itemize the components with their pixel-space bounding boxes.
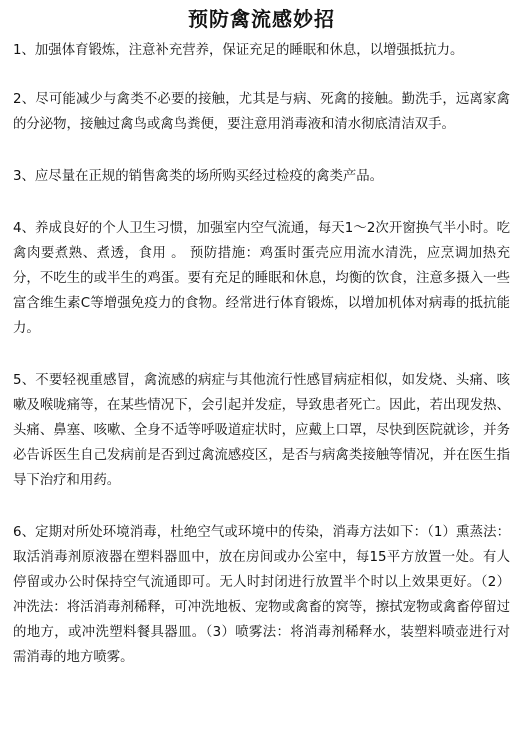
paragraph-5: 5、不要轻视重感冒，禽流感的病症与其他流行性感冒病症相似，如发烧、头痛、咳嗽及喉咙痛等，在某些情况下，会引起并发症，导致患者死亡。因此，若出现发热、头痛、鼻塞、咳嗽、全身不适等呼吸道症状时，应戴上口罩，尽快到医院就诊，并务必告诉医生自己发病前是否到过禽流感疫区，是否与病禽类接触等情况，并在医生指导下治疗和用药。: [13, 373, 510, 488]
paragraph-2: 2、尽可能减少与禽类不必要的接触，尤其是与病、死禽的接触。勤洗手，远离家禽的分泌物，接触过禽鸟或禽鸟粪便，要注意用消毒液和清水彻底清洁双手。: [13, 92, 510, 132]
paragraph-4: 4、养成良好的个人卫生习惯，加强室内空气流通，每天1～2次开窗换气半小时。吃禽肉要煮熟、煮透，食用 。 预防措施：鸡蛋时蛋壳应用流水清洗，应烹调加热充分，不吃生的或半生的鸡蛋。要有充足的睡眠和休息，均衡的饮食，注意多摄入一些富含维生素C等增强免疫力的食物。经常进行体育锻炼，以增加机体对病毒的抵抗能力。: [13, 221, 510, 336]
document-title: 预防禽流感妙招: [188, 7, 335, 31]
paragraph-1: 1、加强体育锻炼，注意补充营养，保证充足的睡眠和休息，以增强抵抗力。: [13, 43, 464, 58]
paragraph-6: 6、定期对所处环境消毒，杜绝空气或环境中的传染，消毒方法如下：（1）熏蒸法：取活消毒剂原液器在塑料器皿中，放在房间或办公室中，每15平方放置一处。有人停留或办公时保持空气流通即可。无人时封闭进行放置半个时以上效果更好。（2）冲洗法：将活消毒剂稀释，可冲洗地板、宠物或禽畜的窝等，擦拭宠物或禽畜停留过的地方，或冲洗塑料餐具器皿。（3）喷雾法：将消毒剂稀释水，装塑料喷壶进行对需消毒的地方喷雾。: [13, 525, 510, 665]
paragraph-3: 3、应尽量在正规的销售禽类的场所购买经过检疫的禽类产品。: [13, 169, 384, 184]
